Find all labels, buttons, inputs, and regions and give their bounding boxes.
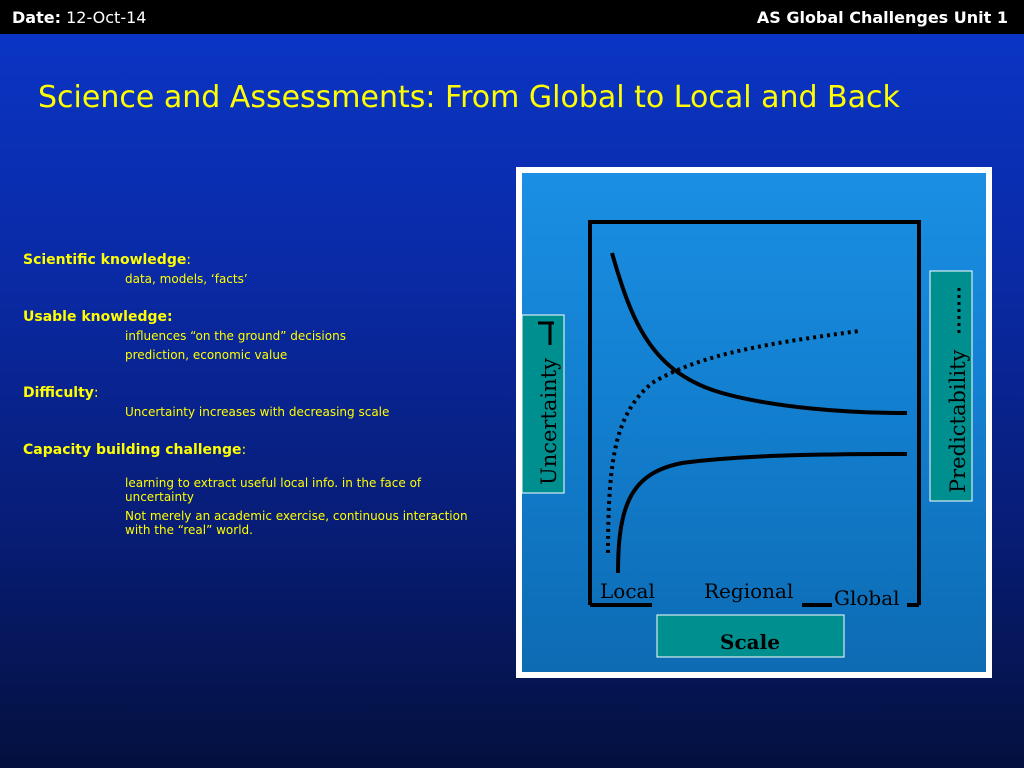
bullet-item: Not merely an academic exercise, continuous interaction with the “real” world. (125, 509, 468, 537)
bullet-heading-capacity-building (23, 442, 493, 458)
lower-curve (618, 454, 907, 573)
bullet-item: learning to extract useful local info. in the face of uncertainty (125, 476, 422, 504)
diagram-svg (522, 173, 986, 672)
bullet-heading-text: Usable knowledge: (23, 309, 173, 325)
bullet-heading-difficulty (23, 385, 493, 401)
slide-title: Science and Assessments: From Global to Local and Back (38, 80, 900, 115)
bullet-item: prediction, economic value (125, 348, 288, 362)
bullet-heading-text: Difficulty (23, 385, 94, 401)
scale-label-box (657, 615, 844, 657)
predictability-curve (608, 331, 859, 553)
predictability-label-box (930, 271, 972, 501)
x-label-local: Local (600, 579, 655, 603)
scale-label: Scale (720, 630, 780, 654)
x-label-global: Global (834, 586, 900, 610)
diagram-background (522, 173, 986, 672)
bullet-list (23, 252, 493, 542)
bullet-item: data, models, ‘facts’ (125, 272, 248, 286)
scale-diagram (516, 167, 992, 678)
bullet-heading-scientific-knowledge (23, 252, 493, 268)
bullet-heading-suffix: : (241, 442, 247, 458)
bullet-item: influences “on the ground” decisions (125, 329, 346, 343)
uncertainty-curve (612, 253, 907, 413)
bullet-heading-suffix: : (93, 385, 99, 401)
bullet-heading-suffix: : (186, 252, 192, 268)
bullet-item: Uncertainty increases with decreasing scale (125, 405, 390, 419)
predictability-label: Predictability (946, 349, 970, 493)
header-bar (0, 0, 1024, 34)
date-value: 12-Oct-14 (66, 8, 147, 27)
uncertainty-label-box (522, 315, 564, 493)
x-label-regional: Regional (704, 579, 794, 603)
date (12, 8, 146, 27)
uncertainty-label: Uncertainty (537, 358, 561, 485)
bullet-heading-text: Capacity building challenge (23, 442, 242, 458)
date-label: Date: (12, 8, 61, 27)
course-title: AS Global Challenges Unit 1 (756, 8, 1008, 27)
bullet-heading-text: Scientific knowledge (23, 252, 187, 268)
bullet-heading-usable-knowledge (23, 309, 493, 325)
